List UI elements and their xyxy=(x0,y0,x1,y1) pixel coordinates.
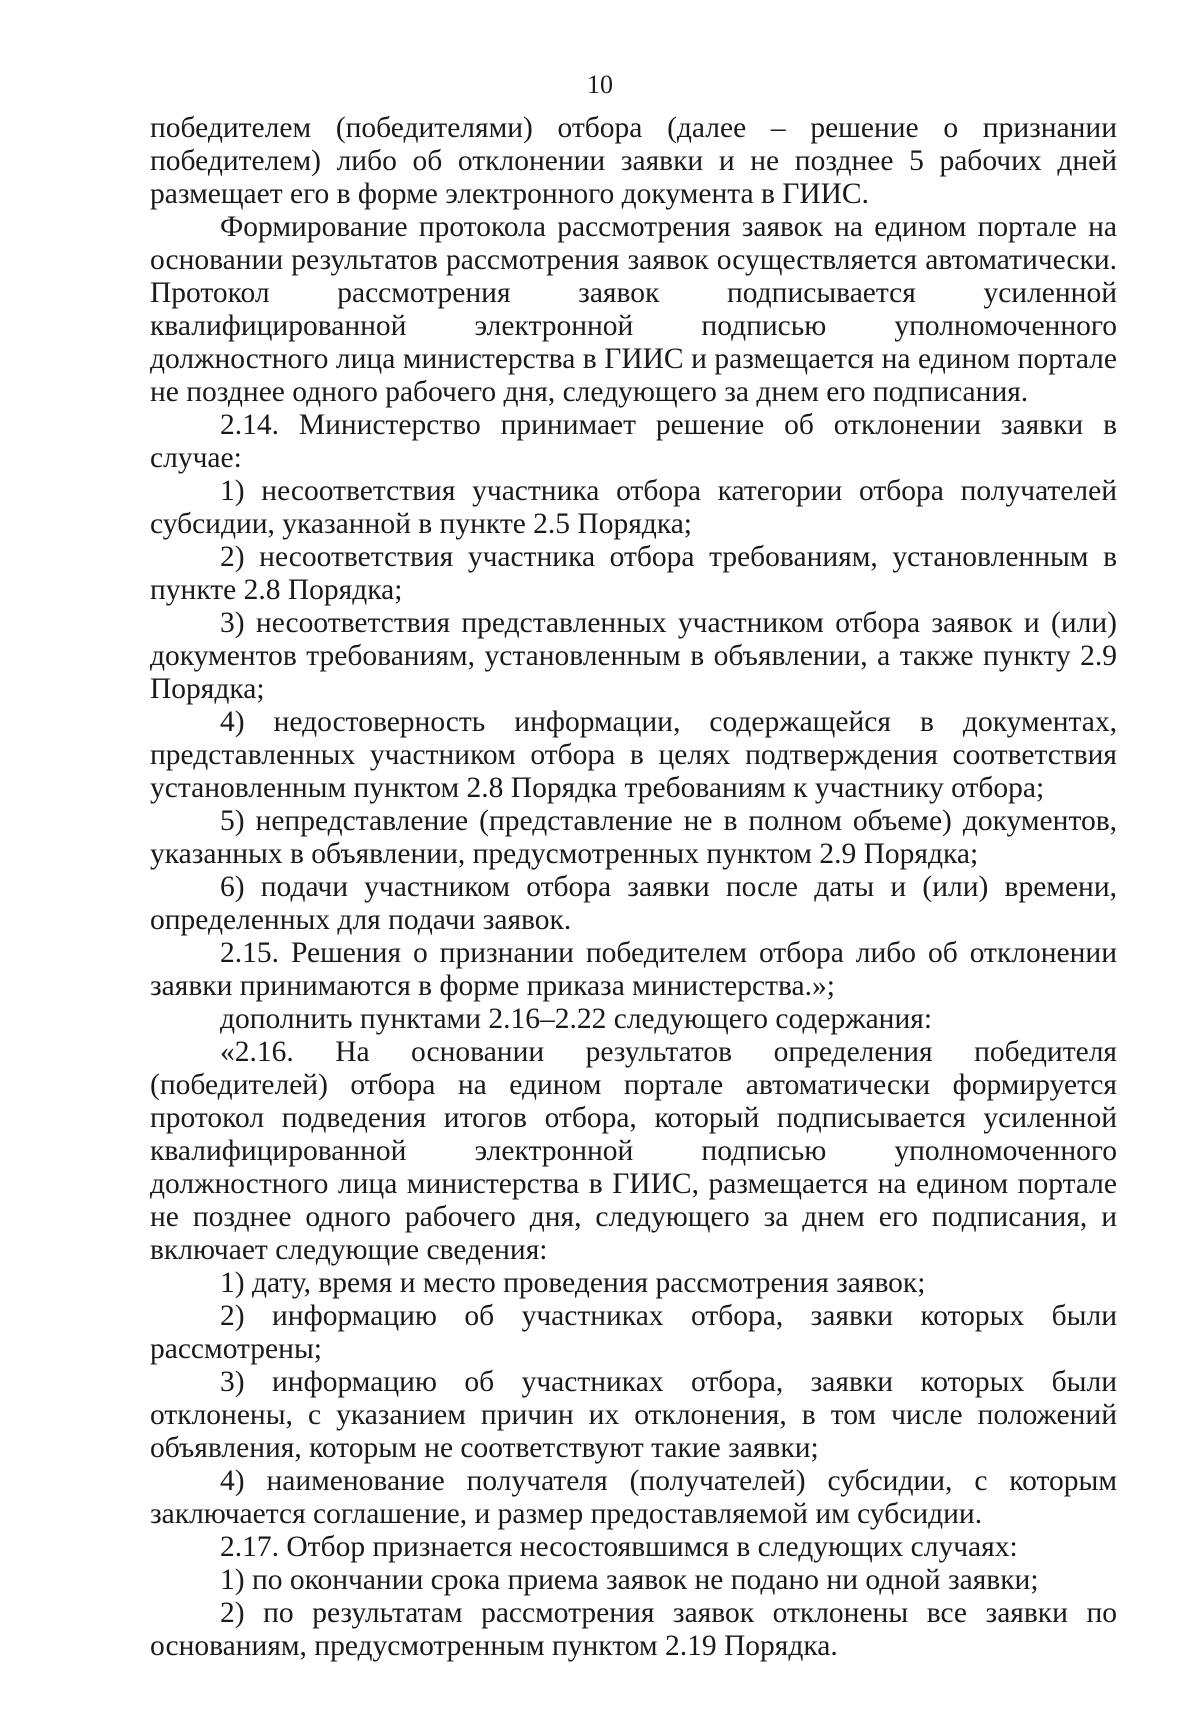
list-item: 4) недостоверность информации, содержащейся в документах, представленных участником отбора в целях подтверждения соответствия установленным пунктом 2.8 Порядка требованиям к участнику отбора; xyxy=(150,706,1117,804)
paragraph: 2.14. Министерство принимает решение об отклонении заявки в случае: xyxy=(150,409,1117,474)
list-item: 5) непредставление (представление не в полном объеме) документов, указанных в объявлении, предусмотренных пунктом 2.9 Порядка; xyxy=(150,805,1117,870)
page-number: 10 xyxy=(587,70,613,99)
list-item: 4) наименование получателя (получателей) субсидии, с которым заключается соглашение, и размер предоставляемой им субсидии. xyxy=(150,1465,1117,1530)
document-body xyxy=(150,112,1117,1663)
list-item: 6) подачи участником отбора заявки после даты и (или) времени, определенных для подачи заявок. xyxy=(150,871,1117,936)
paragraph: 2.15. Решения о признании победителем отбора либо об отклонении заявки принимаются в форме приказа министерства.»; xyxy=(150,937,1117,1002)
list-item: 1) дату, время и место проведения рассмотрения заявок; xyxy=(220,1267,926,1299)
paragraph: победителем (победителями) отбора (далее – решение о признании победителем) либо об отклонении заявки и не позднее 5 рабочих дней размещает его в форме электронного документа в ГИИС. xyxy=(150,112,1117,210)
list-item: 2) по результатам рассмотрения заявок отклонены все заявки по основаниям, предусмотренным пунктом 2.19 Порядка. xyxy=(150,1597,1117,1662)
paragraph: 2.17. Отбор признается несостоявшимся в следующих случаях: xyxy=(220,1531,1018,1563)
list-item: 1) по окончании срока приема заявок не подано ни одной заявки; xyxy=(220,1564,1039,1596)
list-item: 2) информацию об участниках отбора, заявки которых были рассмотрены; xyxy=(150,1300,1117,1365)
paragraph: «2.16. На основании результатов определения победителя (победителей) отбора на едином портале автоматически формируется протокол подведения итогов отбора, который подписывается усиленной квалифицированной электронной подписью уполномоченного должностного лица министерства в ГИИС, размещается на едином портале не позднее одного рабочего дня, следующего за днем его подписания, и включает следующие сведения: xyxy=(150,1036,1117,1266)
list-item: 1) несоответствия участника отбора категории отбора получателей субсидии, указанной в пункте 2.5 Порядка; xyxy=(150,475,1117,540)
list-item: 2) несоответствия участника отбора требованиям, установленным в пункте 2.8 Порядка; xyxy=(150,541,1117,606)
paragraph: Формирование протокола рассмотрения заявок на едином портале на основании результатов рассмотрения заявок осуществляется автоматически. Протокол рассмотрения заявок подписывается усиленной квалифицированной электронной подписью уполномоченного должностного лица министерства в ГИИС и размещается на едином портале не позднее одного рабочего дня, следующего за днем его подписания. xyxy=(150,211,1117,408)
paragraph: дополнить пунктами 2.16–2.22 следующего содержания: xyxy=(220,1003,933,1035)
list-item: 3) информацию об участниках отбора, заявки которых были отклонены, с указанием причин их отклонения, в том числе положений объявления, которым не соответствуют такие заявки; xyxy=(150,1366,1117,1464)
list-item: 3) несоответствия представленных участником отбора заявок и (или) документов требованиям, установленным в объявлении, а также пункту 2.9 Порядка; xyxy=(150,607,1117,705)
